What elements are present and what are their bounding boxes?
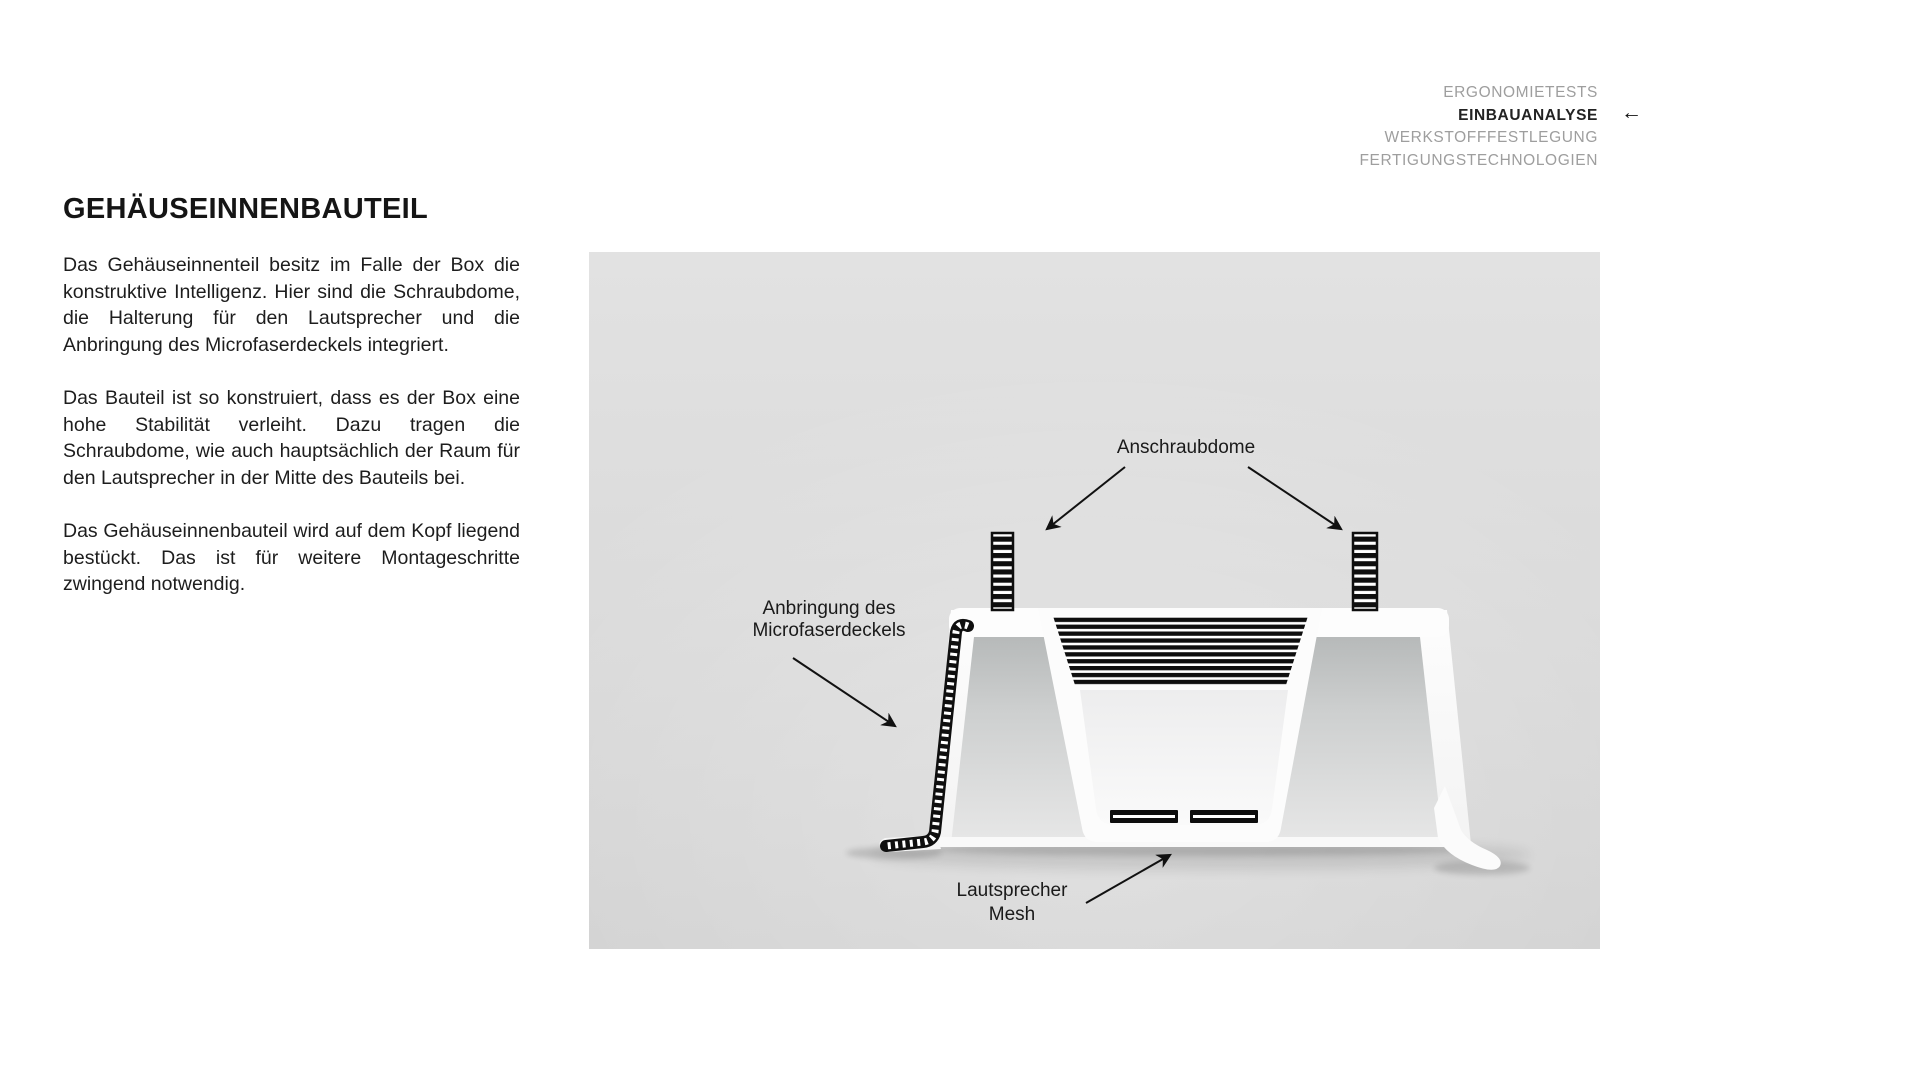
annotation-screw-domes: Anschraubdome xyxy=(1116,437,1256,458)
current-section-arrow-icon: ← xyxy=(1621,100,1642,124)
section-nav xyxy=(1359,82,1642,172)
nav-item-ergonomietests[interactable]: ERGONOMIETESTS xyxy=(1443,84,1598,101)
screw-dome-right xyxy=(1353,533,1377,610)
cross-section-render xyxy=(589,252,1600,949)
article-column xyxy=(63,193,520,625)
page-title: GEHÄUSEINNENBAUTEIL xyxy=(63,193,428,225)
speaker-mesh-stripes xyxy=(1053,616,1308,685)
speaker-cavity xyxy=(1080,690,1288,825)
annotation-speaker-line1: Lautsprecher xyxy=(956,880,1068,901)
annotation-microfiber-line1: Anbringung des xyxy=(762,598,896,619)
nav-item-einbauanalyse[interactable] xyxy=(1359,100,1642,128)
body-paragraph-1: Das Gehäuseinnenteil besitz im Falle der Box die konstruktive Intelligenz. Hier sind die Schraubdome, die Halterung für den Lautsprecher und die Anbringung des Microfaserdeckels integriert. xyxy=(63,254,520,356)
annotation-speaker-line2: Mesh xyxy=(988,904,1036,925)
nav-item-fertigungstechnologien[interactable]: FERTIGUNGSTECHNOLOGIEN xyxy=(1359,151,1598,169)
screw-dome-left xyxy=(992,533,1013,610)
annotation-microfiber-line2: Microfaserdeckels xyxy=(752,620,906,641)
nav-item-werkstofffestlegung[interactable]: WERKSTOFFFESTLEGUNG xyxy=(1384,129,1598,146)
body-paragraph-2: Das Bauteil ist so konstruiert, dass es der Box eine hohe Stabilität verleiht. Dazu tragen die Schraubdome, wie auch hauptsächlich der Raum für den Lautsprecher in der Mitte des Bauteils bei. xyxy=(63,387,520,489)
nav-item-label: EINBAUANALYSE xyxy=(1458,106,1598,124)
body-paragraph-3: Das Gehäuseinnenbauteil wird auf dem Kopf liegend bestückt. Das ist für weitere Montageschritte zwingend notwendig. xyxy=(63,520,520,595)
figure-panel xyxy=(589,252,1600,949)
